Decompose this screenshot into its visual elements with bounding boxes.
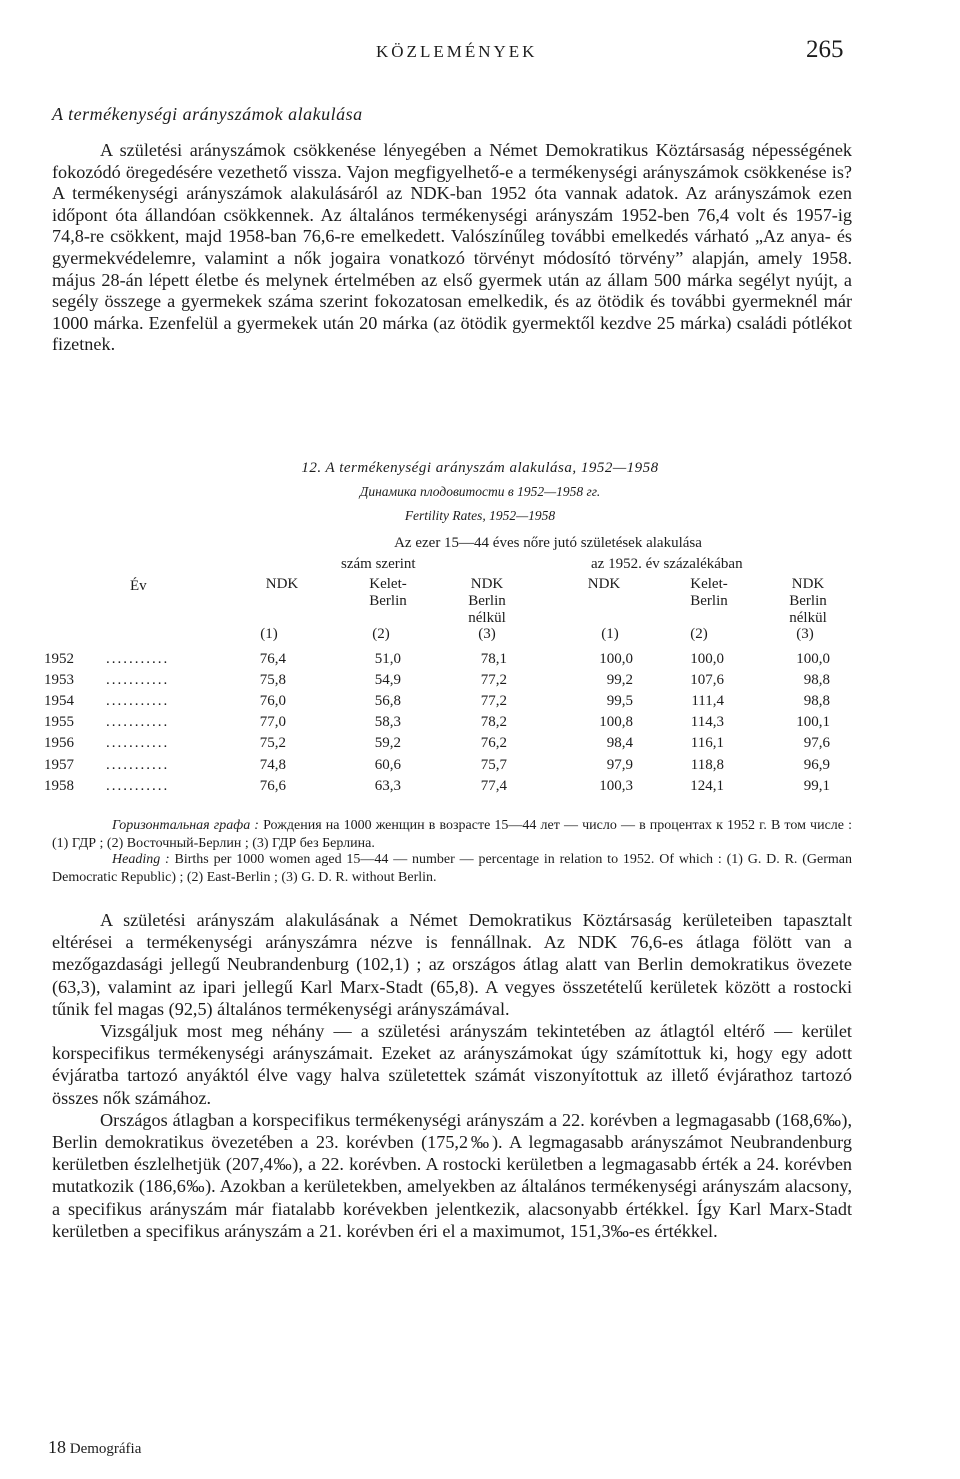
table-cell: 76,2 xyxy=(480,735,507,752)
table-cell: 111,4 xyxy=(691,693,724,710)
table-cell: 75,7 xyxy=(480,756,507,773)
column-header-line: Kelet- xyxy=(690,576,728,592)
section-title: A termékenységi arányszámok alakulása xyxy=(52,104,363,124)
table-row xyxy=(44,693,844,714)
page-header xyxy=(0,36,960,72)
column-header-line: NDK xyxy=(587,576,621,592)
leader-dots: ........... xyxy=(106,693,170,710)
note-english-label: Heading : xyxy=(112,852,170,867)
table-cell: 76,6 xyxy=(259,777,286,794)
column-header xyxy=(588,576,621,593)
column-number: (3) xyxy=(478,626,496,642)
table-cell: 77,0 xyxy=(259,714,286,731)
row-year: 1957 xyxy=(44,756,74,773)
table-cell: 75,8 xyxy=(259,672,286,689)
column-number: (2) xyxy=(690,626,708,642)
leader-dots: ........... xyxy=(106,672,170,689)
fertility-table xyxy=(44,530,844,805)
table-cell: 118,8 xyxy=(690,756,724,773)
signature-title: Demográfia xyxy=(69,1441,142,1457)
table-cell: 116,1 xyxy=(690,735,724,752)
table-cell: 98,8 xyxy=(803,693,830,710)
paragraph: A születési arányszámok csökkenése lényegében a Német Demokratikus Köztársaság népességének fokozódó öregedésére vezethető vissza. Vajon megfigyelhető-e a termékenységi arányszámok csökkenése is? A termékenységi arányszámok alakulásáról az NDK-ban 1952 óta vannak adatok. Az arányszámok ezen időpont óta állandóan csökkennek. Az általános termékenységi arányszám 1952-ben 76,4 volt és 1957-ig 74,8-re csökkent, majd 1958-ban 76,6-re emelkedett. Valószínűleg további emelkedés várható „Az anya- és gyermekvédelemre, valamint a nők jogaira vonatkozó törvényt módosító törvény” alapján, amely 1958. május 28-án lépett életbe és melynek értelmében az első gyermek után az állam 500 márka segélyt nyújt, a segély összege a gyermekek száma szerint fokozatosan emelkedik, és az ötödik és további gyermeknél már 1000 márka. Ezenfelül a gyermekek után 20 márka (az ötödik gyermektől kezdve 25 márka) családi pótlékot fizetnek. xyxy=(52,140,852,355)
table-cell: 107,6 xyxy=(690,672,724,689)
signature-number: 18 xyxy=(48,1437,66,1457)
column-header-line: Berlin xyxy=(468,593,506,609)
table-cell: 96,9 xyxy=(803,756,830,773)
column-number: (2) xyxy=(372,626,390,642)
table-cell: 75,2 xyxy=(259,735,286,752)
note-russian-text: Рождения на 1000 женщин в возрасте 15—44 лет — число — в процентах к 1952 г. В том числе : (1) ГДР ; (2) Восточный-Берлин ; (3) ГДР без Берлина. xyxy=(52,818,853,851)
table-caption-hungarian: 12. A termékenységi arányszám alakulása, 1952—1958 xyxy=(301,460,659,476)
table-row xyxy=(44,778,844,799)
column-header-line: nélkül xyxy=(468,610,506,626)
paragraph: Országos átlagban a korspecifikus termékenységi arányszám a 22. korévben a legmagasabb (168,6‰), Berlin demokratikus övezetében a 23. korévben (175,2‰). A legmagasabb arányszámot Neubrandenburg kerületben észlelhetjük (207,4‰), a 22. korévben. A rostocki kerületben a legmagasabb érték a 24. korévben mutatkozik (186,6‰). Azokban a kerületekben, amelyekben az általános termékenységi arányszám alacsony, a specifikus arányszám már fiatalabb korévekben jelentkezik, alacsonyabb értékkel. Így Karl Marx-Stadt kerületben a specifikus arányszám a 21. korévben éri el a maximumot, 151,3‰-es értékkel. xyxy=(52,1109,852,1241)
column-header xyxy=(690,576,728,610)
paragraph: A születési arányszám alakulásának a Német Demokratikus Köztársaság kerületeiben tapasztalt eltérései a termékenységi arányszámra nézve is fennállnak. Az NDK 76,6-es átlaga fölött van a mezőgazdasági jellegű Neubrandenburg (102,1) ; az országos átlag alatt van Berlin demokratikus övezete (63,3), valamint az ipari jellegű Karl Marx-Stadt (65,8). A vegyes összetételű kerületek között a rostocki tűnik fel magas (92,5) általános termékenységi arányszámával. xyxy=(52,910,852,1019)
leader-dots: ........... xyxy=(106,735,170,752)
column-header xyxy=(468,576,506,627)
column-header-line: Kelet- xyxy=(369,576,407,592)
column-header-line: NDK xyxy=(265,576,299,592)
table-cell: 54,9 xyxy=(374,672,401,689)
page-number: 265 xyxy=(806,36,844,63)
body-paragraph-block xyxy=(52,909,852,1242)
table-cell: 51,0 xyxy=(374,651,401,667)
leader-dots: ........... xyxy=(106,714,170,731)
table-cell: 124,1 xyxy=(690,777,724,794)
table-cell: 58,3 xyxy=(374,714,401,731)
row-year: 1953 xyxy=(44,672,74,689)
table-cell: 98,8 xyxy=(803,672,830,689)
row-year: 1958 xyxy=(44,777,74,794)
row-year: 1952 xyxy=(44,651,74,667)
table-cell: 100,3 xyxy=(599,777,633,794)
note-english xyxy=(52,851,852,886)
table-cell: 63,3 xyxy=(374,777,401,794)
table-row xyxy=(44,757,844,778)
subgroup-header-percent: az 1952. év százalékában xyxy=(591,556,743,572)
leader-dots: ........... xyxy=(106,651,170,667)
table-cell: 114,3 xyxy=(690,714,724,731)
table-cell: 99,5 xyxy=(606,693,633,710)
column-header xyxy=(369,576,407,610)
table-cell: 60,6 xyxy=(374,756,401,773)
intro-paragraph-block xyxy=(52,140,852,356)
column-header xyxy=(266,576,299,593)
table-cell: 97,6 xyxy=(803,735,830,752)
column-header-line: NDK xyxy=(791,576,825,592)
row-year: 1955 xyxy=(44,714,74,731)
table-cell: 74,8 xyxy=(259,756,286,773)
table-cell: 100,0 xyxy=(796,651,830,667)
table-row xyxy=(44,651,844,672)
table-cell: 100,0 xyxy=(690,651,724,667)
table-cell: 78,2 xyxy=(480,714,507,731)
column-header-line: Berlin xyxy=(789,593,827,609)
table-cell: 77,2 xyxy=(480,672,507,689)
leader-dots: ........... xyxy=(106,756,170,773)
subgroup-header-number: szám szerint xyxy=(341,556,416,572)
running-head: KÖZLEMÉNYEK xyxy=(376,42,538,61)
column-number: (1) xyxy=(601,626,619,642)
note-english-text: Births per 1000 women aged 15—44 — number — percentage in relation to 1952. Of which : (1) G. D. R. (German Democratic Republic) ; (2) East-Berlin ; (3) G. D. R. without Berlin. xyxy=(52,852,852,885)
table-cell: 76,0 xyxy=(259,693,286,710)
row-year: 1956 xyxy=(44,735,74,752)
note-russian xyxy=(52,817,852,852)
table-cell: 100,8 xyxy=(599,714,633,731)
table-cell: 97,9 xyxy=(606,756,633,773)
table-row xyxy=(44,672,844,693)
signature-footer xyxy=(48,1437,141,1458)
column-header-line: NDK xyxy=(470,576,504,592)
table-cell: 78,1 xyxy=(480,651,507,667)
column-header xyxy=(789,576,827,627)
table-caption-english: Fertility Rates, 1952—1958 xyxy=(404,508,556,523)
paragraph: Vizsgáljuk most meg néhány — a születési arányszám tekintetében az átlagtól eltérő — kerület korspecifikus termékenységi arányszámait. Ezeket az arányszámokat úgy számítottuk ki, hogy egy adott évjáratba tartozó anyáktól élve vagy halva születettek számát viszonyítottuk az illető évjárathoz tartozó összes nők számához. xyxy=(52,1021,852,1108)
table-cell: 100,0 xyxy=(599,651,633,667)
column-number: (1) xyxy=(260,626,278,642)
table-cell: 76,4 xyxy=(259,651,286,667)
leader-dots: ........... xyxy=(106,777,170,794)
table-cell: 56,8 xyxy=(374,693,401,710)
column-header-line: Berlin xyxy=(369,593,407,609)
table-cell: 100,1 xyxy=(796,714,830,731)
table-cell: 77,4 xyxy=(480,777,507,794)
table-row xyxy=(44,735,844,756)
note-russian-label: Горизонтальная графа : xyxy=(112,818,259,833)
row-year: 1954 xyxy=(44,693,74,710)
group-header: Az ezer 15—44 éves nőre jutó születések alakulása xyxy=(394,535,702,551)
table-cell: 98,4 xyxy=(606,735,633,752)
column-header-line: nélkül xyxy=(789,610,827,626)
column-header-line: Berlin xyxy=(690,593,728,609)
table-row xyxy=(44,714,844,735)
table-cell: 59,2 xyxy=(374,735,401,752)
stub-header: Év xyxy=(130,578,147,594)
table-cell: 99,2 xyxy=(606,672,633,689)
table-caption-russian: Динамика плодовитости в 1952—1958 гг. xyxy=(359,484,601,499)
column-number: (3) xyxy=(796,626,814,642)
table-cell: 77,2 xyxy=(480,693,507,710)
table-cell: 99,1 xyxy=(803,777,830,794)
